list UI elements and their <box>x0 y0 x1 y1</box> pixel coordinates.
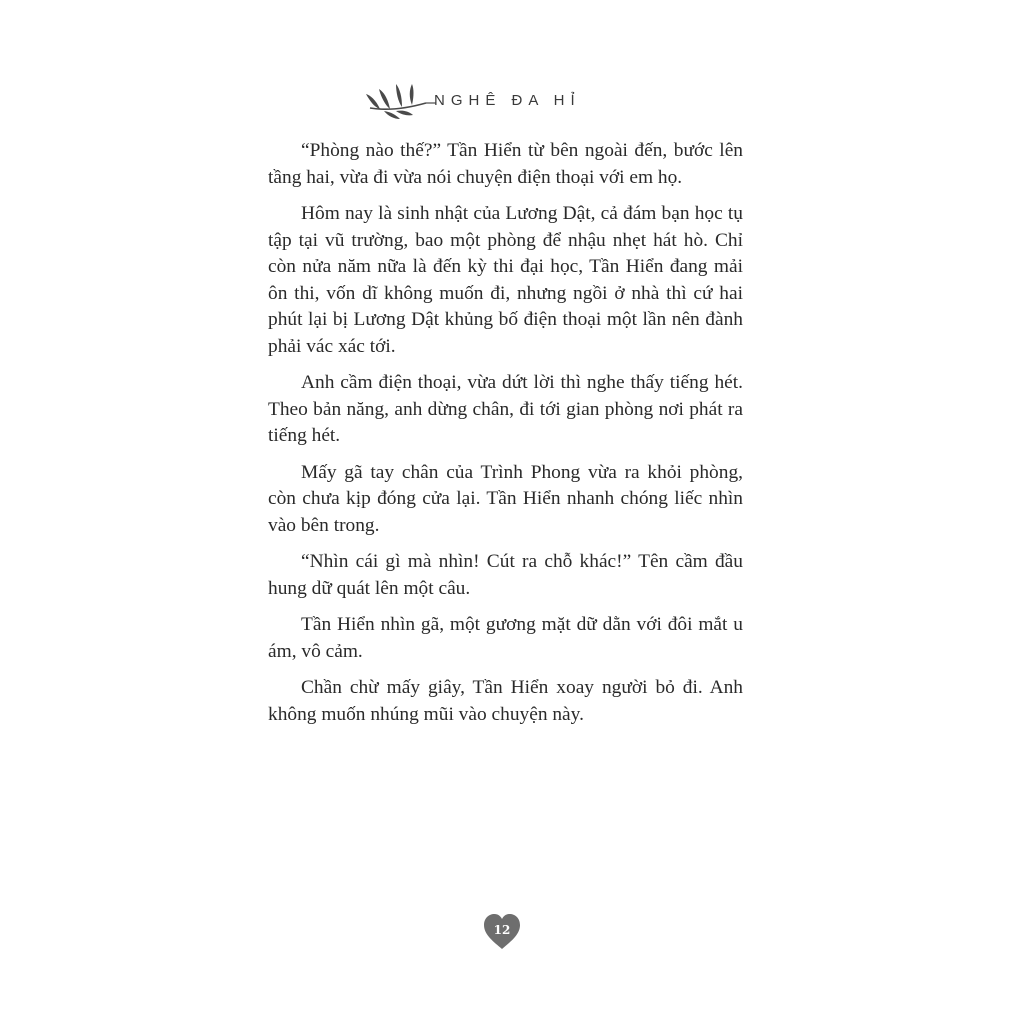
page-number <box>482 912 522 952</box>
paragraph: Mấy gã tay chân của Trình Phong vừa ra khỏi phòng, còn chưa kịp đóng cửa lại. Tần Hiển nhanh chóng liếc nhìn vào bên trong. <box>268 461 743 536</box>
paragraph: Chần chừ mấy giây, Tần Hiển xoay người bỏ đi. Anh không muốn nhúng mũi vào chuyện này. <box>268 677 743 725</box>
paragraph: “Phòng nào thế?” Tần Hiển từ bên ngoài đến, bước lên tầng hai, vừa đi vừa nói chuyện điện thoại với em họ. <box>268 140 743 188</box>
page-number-value: 12 <box>493 923 511 937</box>
paragraph: Anh cầm điện thoại, vừa dứt lời thì nghe thấy tiếng hét. Theo bản năng, anh dừng chân, đi tới gian phòng nơi phát ra tiếng hét. <box>268 372 743 446</box>
running-header <box>366 78 581 122</box>
running-header-title: NGHÊ ĐA HỈ <box>434 91 581 109</box>
paragraph: Tần Hiển nhìn gã, một gương mặt dữ dằn với đôi mắt u ám, vô cảm. <box>268 614 743 662</box>
paragraph: “Nhìn cái gì mà nhìn! Cút ra chỗ khác!” Tên cầm đầu hung dữ quát lên một câu. <box>268 551 743 599</box>
paragraph: Hôm nay là sinh nhật của Lương Dật, cả đám bạn học tụ tập tại vũ trường, bao một phòng để nhậu nhẹt hát hò. Chỉ còn nửa năm nữa là đến kỳ thi đại học, Tần Hiển đang mải ôn thi, vốn dĩ không muốn đi, nhưng ngồi ở nhà thì cứ hai phút lại bị Lương Dật khủng bố điện thoại một lần nên đành phải vác xác tới. <box>268 203 743 357</box>
body-text <box>268 138 743 738</box>
leaf-branch-icon <box>366 78 438 122</box>
